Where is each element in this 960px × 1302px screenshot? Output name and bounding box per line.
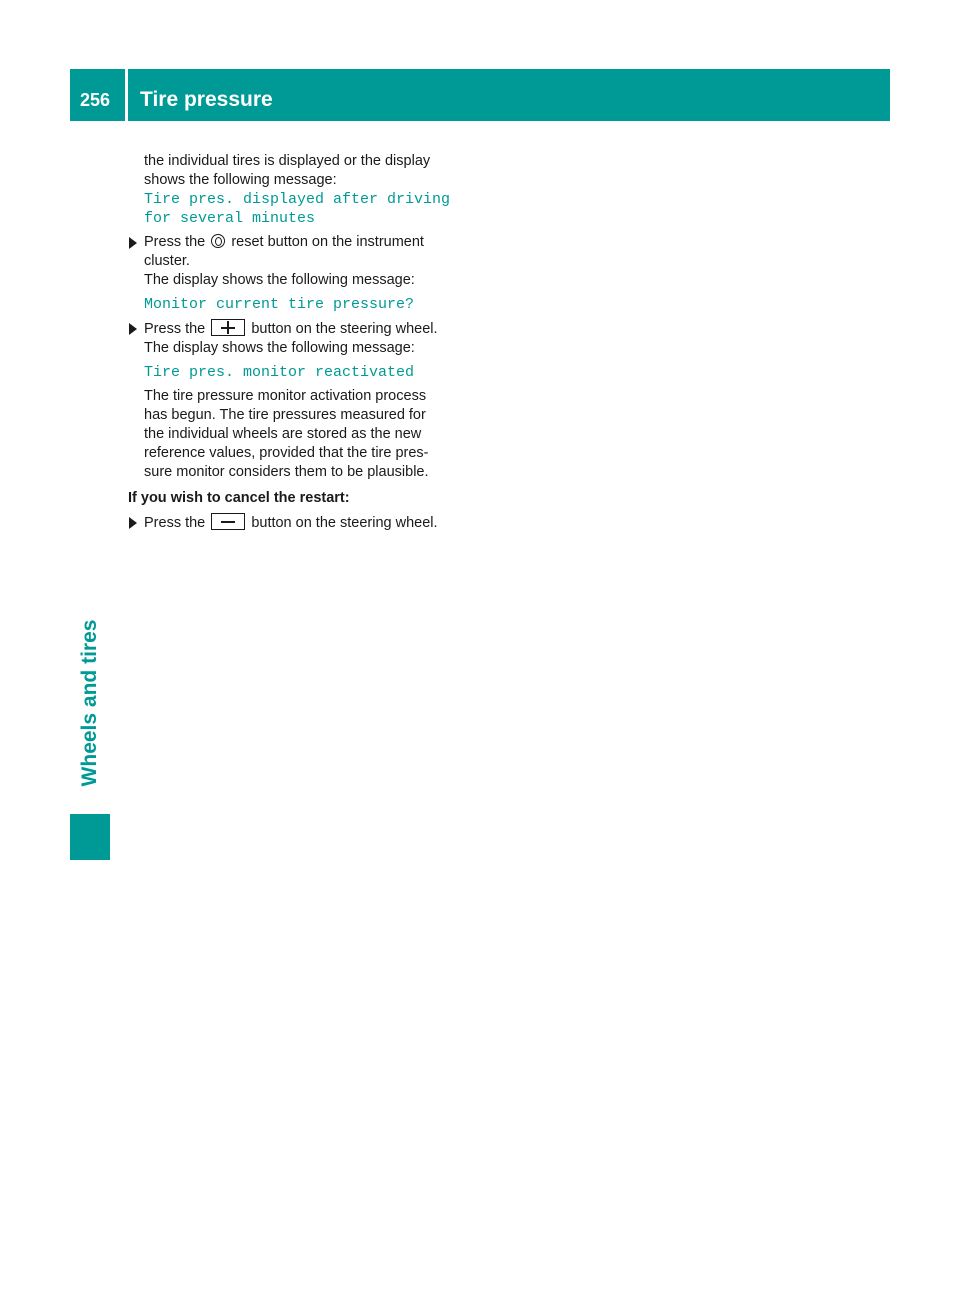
body-text: The tire pressure monitor activation process [144, 388, 427, 404]
instruction-step [128, 233, 468, 252]
step-text: Press the [144, 515, 206, 531]
body-text: has begun. The tire pressures measured for [144, 407, 426, 423]
intro-line: shows the following message: [144, 172, 337, 188]
step-text: Press the [144, 234, 206, 250]
display-message: Tire pres. displayed after driving [144, 191, 451, 208]
side-tab-text: Wheels and tires [78, 619, 101, 787]
body-text: reference values, provided that the tire pres- [144, 445, 429, 461]
content-column [128, 152, 468, 533]
step-text: The display shows the following message: [144, 340, 415, 356]
side-tab-label [70, 600, 110, 806]
cancel-heading: If you wish to cancel the restart: [128, 490, 350, 506]
body-text: sure monitor considers them to be plausible. [144, 464, 429, 480]
step-text: The display shows the following message: [144, 272, 415, 288]
page-title: Tire pressure [140, 88, 273, 111]
body-text: the individual wheels are stored as the new [144, 426, 422, 442]
intro-line: the individual tires is displayed or the display [144, 153, 431, 169]
minus-button-icon [211, 513, 245, 530]
page-number: 256 [80, 90, 111, 110]
display-message: Monitor current tire pressure? [144, 296, 415, 313]
step-text: button on the steering wheel. [251, 321, 438, 337]
side-tab-block [70, 814, 110, 860]
step-text: cluster. [144, 253, 190, 269]
step-text: reset button on the instrument [231, 234, 424, 250]
instruction-step [128, 319, 468, 339]
step-text: Press the [144, 321, 206, 337]
reset-button-icon [211, 234, 225, 248]
bullet-arrow-icon [129, 323, 137, 335]
bullet-arrow-icon [129, 237, 137, 249]
bullet-arrow-icon [129, 517, 137, 529]
header-divider [125, 69, 128, 121]
instruction-step [128, 513, 468, 533]
display-message: for several minutes [144, 210, 316, 227]
step-text: button on the steering wheel. [251, 515, 438, 531]
display-message: Tire pres. monitor reactivated [144, 364, 415, 381]
plus-button-icon [211, 319, 245, 336]
